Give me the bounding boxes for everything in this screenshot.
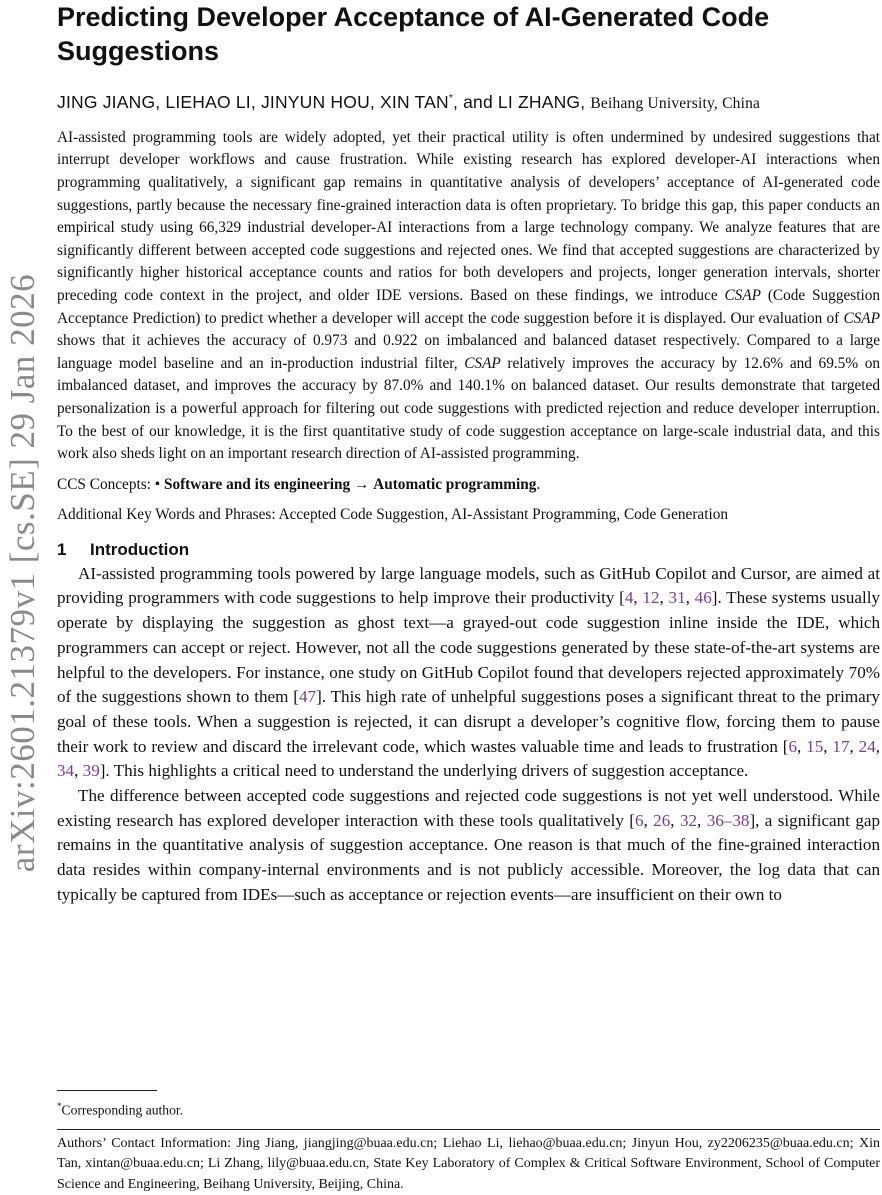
ccs-end: . [536, 475, 541, 493]
paper-page [57, 0, 880, 908]
body-text: ]. This high rate of unhelpful suggestions poses a significant threat to the primary goal of these tools. When a suggestion is rejected, it can disrupt a developer’s cognitive flow, forcing them to pause their work to review and discard the irrelevant code, which wastes valuable time and leads to frustration [ [57, 687, 880, 756]
body-text: The difference between accepted code suggestions and rejected code suggestions is not yet well understood. While existing research has explored developer interaction with these tools qualitatively [ [57, 786, 880, 830]
abstract-text: AI-assisted programming tools are widely adopted, yet their practical utility is often undermined by undesired suggestions that interrupt developer workflows and cause frustration. While existing research has explored developer-AI interactions when programming qualitatively, a significant gap remains in quantitative analysis of developers’ acceptance of AI-generated code suggestions, partly because the necessary fine-grained interaction data is often proprietary. To bridge this gap, this paper conducts an empirical study using 66,329 industrial developer-AI interactions from a large technology company. We analyze features that are significantly different between accepted code suggestions and rejected ones. We find that accepted suggestions are characterized by significantly higher historical acceptance counts and ratios for both developers and projects, longer generation intervals, shorter preceding code context in the project, and older IDE versions. Based on these findings, we introduce [57, 128, 880, 304]
citation-link[interactable]: 24 [858, 736, 876, 756]
arxiv-stamp [0, 215, 46, 930]
sep: , [633, 588, 643, 608]
csap-term: CSAP [843, 309, 880, 327]
sep: , [797, 736, 807, 756]
footnote [57, 1097, 880, 1120]
body-text: ]. This highlights a critical need to understand the underlying drivers of suggestion acceptance. [99, 761, 749, 781]
sep: , [643, 810, 654, 830]
body-text: AI-assisted programming tools powered by large language models, such as GitHub Copilot and Cursor, are aimed at providing programmers with code suggestions to help improve their productivity [ [57, 563, 880, 608]
citation-link[interactable]: 4 [624, 588, 634, 608]
paper-title: Predicting Developer Acceptance of AI-Generated Code Suggestions [57, 2, 770, 66]
corresponding-mark: * [448, 93, 453, 104]
author-names: JING JIANG, LIEHAO LI, JINYUN HOU, XIN TAN [57, 91, 449, 112]
citation-link[interactable]: 46 [694, 588, 712, 608]
ccs-concept: Software and its engineering [163, 475, 351, 493]
section-number: 1 [57, 539, 67, 559]
arxiv-identifier: arXiv:2601.21379v1 [cs.SE] 29 Jan 2026 [3, 273, 43, 872]
section-heading [57, 538, 880, 562]
ccs-label: CCS Concepts: • [57, 475, 161, 493]
author-line [57, 87, 880, 116]
citation-link[interactable]: 32 [679, 810, 698, 830]
section-title: Introduction [90, 539, 190, 559]
footnote-text: Corresponding author. [61, 1102, 184, 1118]
abstract [57, 127, 880, 466]
sep: , [670, 810, 680, 830]
ccs-arrow: → [354, 475, 370, 493]
citation-link[interactable]: 31 [668, 588, 686, 608]
citation-link[interactable]: 26 [653, 810, 671, 830]
intro-paragraph-2 [57, 784, 880, 908]
sep: , [685, 588, 695, 608]
citation-link[interactable]: 47 [298, 687, 317, 707]
sep: , [875, 736, 881, 756]
abstract-text: shows that it achieves the accuracy of 0.973 and 0.922 on imbalanced and balanced dataset respectively. Compared to a large language model baseline and an in-production industrial filter, [57, 332, 880, 372]
sep: , [697, 810, 707, 830]
keywords: Additional Key Words and Phrases: Accepted Code Suggestion, AI-Assistant Programming, Code Generation [57, 505, 729, 523]
author-affiliation: Beihang University, China [590, 94, 761, 112]
csap-term: CSAP [464, 354, 501, 372]
citation-link[interactable]: 17 [832, 736, 850, 756]
citation-link[interactable]: 15 [806, 736, 824, 756]
citation-link[interactable]: 6 [788, 736, 798, 756]
sep: , [823, 736, 833, 756]
citation-link[interactable]: 6 [634, 810, 644, 830]
ccs-concept: Automatic programming [373, 475, 537, 493]
citation-link[interactable]: 36–38 [706, 810, 750, 830]
body-text: ]. These systems usually operate by displaying the suggestion as ghost text—a grayed-out code suggestion inline inside the IDE, which programmers can accept or reject. However, not all the code suggestions generated by these state-of-the-art systems are helpful to the developers. For instance, one study on GitHub Copilot found that developers rejected approximately 70% of the suggestions shown to them [ [57, 588, 881, 707]
author-names-end: , and LI ZHANG, [452, 91, 586, 112]
sep: , [74, 761, 83, 781]
intro-paragraph-1 [57, 562, 880, 784]
body-text: ], a significant gap remains in the quantitative analysis of suggestion acceptance. One reason is that much of the fine-grained interaction data resides within company-internal environments and is not publicly accessible. Moreover, the log data that can typically be captured from IDEs—such as acceptance or rejection events—are insufficient on their own to [57, 810, 881, 904]
csap-term: CSAP [724, 286, 762, 304]
sep: , [659, 588, 669, 608]
footnote-mark: * [57, 1101, 62, 1111]
abstract-text: relatively improves the accuracy by 12.6% and 69.5% on imbalanced dataset, and improves the accuracy by 87.0% and 140.1% on balanced dataset. Our results demonstrate that targeted personalization is a powerful approach for filtering out code suggestions with predicted rejection and reduce developer interruption. To the best of our knowledge, it is the first quantitative study of code suggestion acceptance on large-scale industrial data, and this work also sheds light on an important research direction of AI-assisted programming. [57, 354, 880, 463]
citation-link[interactable]: 34 [57, 761, 75, 781]
citation-link[interactable]: 39 [82, 761, 100, 781]
author-contact-info: Authors’ Contact Information: Jing Jiang, jiangjing@buaa.edu.cn; Liehao Li, liehao@buaa.edu.cn; Jinyun Hou, zy2206235@buaa.edu.cn; Xin Tan, xintan@buaa.edu.cn; Li Zhang, lily@buaa.edu.cn, State Key Laboratory of Complex & Critical Software Environment, School of Computer Science and Engineering, Beihang University, Beijing, China. [57, 1136, 880, 1192]
contact-rule [57, 1129, 880, 1130]
abstract-text: (Code Suggestion Acceptance Prediction) to predict whether a developer will accept the code suggestion before it is displayed. Our evaluation of [57, 286, 881, 327]
ccs-concepts [57, 474, 880, 496]
footnote-rule [57, 1090, 157, 1091]
sep: , [849, 736, 859, 756]
citation-link[interactable]: 12 [642, 588, 660, 608]
